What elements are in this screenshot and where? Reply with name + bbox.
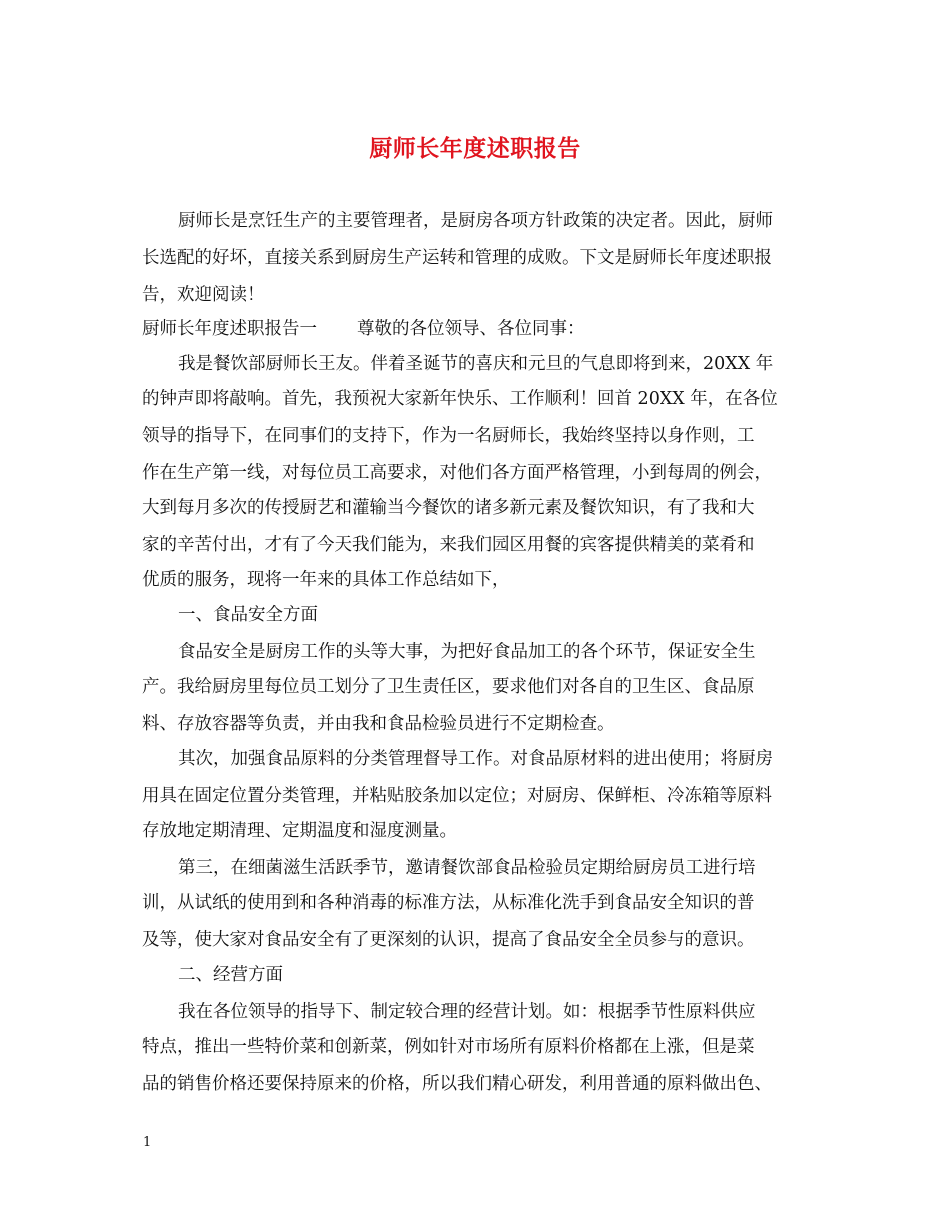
paragraph-line: 厨师长是烹饪生产的主要管理者，是厨房各项方针政策的决定者。因此，厨师 [178,211,773,231]
paragraph-line: 食品安全是厨房工作的头等大事，为把好食品加工的各个环节，保证安全生 [178,642,756,662]
paragraph-line: 我是餐饮部厨师长王友。伴着圣诞节的喜庆和元旦的气息即将到来，20XX 年 [178,354,774,374]
report-heading: 厨师长年度述职报告一 [142,319,317,339]
paragraph-line: 用具在固定位置分类管理，并粘贴胶条加以定位；对厨房、保鲜柜、冷冻箱等原料 [142,786,772,806]
document-title: 厨师长年度述职报告 [369,135,581,162]
paragraph-line: 产。我给厨房里每位员工划分了卫生责任区，要求他们对各自的卫生区、食品原 [142,677,755,697]
paragraph-line: 我在各位领导的指导下、制定较合理的经营计划。如：根据季节性原料供应 [178,1002,756,1022]
paragraph-line: 作在生产第一线，对每位员工高要求，对他们各方面严格管理，小到每周的例会， [142,463,772,483]
paragraph-line: 存放地定期清理、定期温度和湿度测量。 [142,821,457,841]
paragraph-line: 大到每月多次的传授厨艺和灌输当今餐饮的诸多新元素及餐饮知识，有了我和大 [142,498,755,518]
paragraph-line: 家的辛苦付出，才有了今天我们能为，来我们园区用餐的宾客提供精美的菜肴和 [142,535,755,555]
paragraph-line: 料、存放容器等负责，并由我和食品检验员进行不定期检查。 [142,714,615,734]
paragraph-line: 训，从试纸的使用到和各种消毒的标准方法，从标准化洗手到食品安全知识的普 [142,893,755,913]
paragraph-line: 其次，加强食品原料的分类管理督导工作。对食品原材料的进出使用；将厨房 [178,749,773,769]
paragraph-line: 长选配的好坏，直接关系到厨房生产运转和管理的成败。下文是厨师长年度述职报 [142,248,772,268]
paragraph-line: 优质的服务，现将一年来的具体工作总结如下， [142,570,510,590]
paragraph-line: 品的销售价格还要保持原来的价格，所以我们精心研发，利用普通的原料做出色、 [142,1074,772,1094]
greeting: 尊敬的各位领导、各位同事： [357,319,585,339]
paragraph-line: 第三，在细菌滋生活跃季节，邀请餐饮部食品检验员定期给厨房员工进行培 [178,858,756,878]
section-heading: 二、经营方面 [178,965,283,985]
paragraph-line: 特点，推出一些特价菜和创新菜，例如针对市场所有原料价格都在上涨，但是菜 [142,1037,755,1057]
report-heading-line [142,316,585,342]
paragraph-line: 的钟声即将敲响。首先，我预祝大家新年快乐、工作顺利！回首 20XX 年，在各位 [142,389,778,409]
section-heading: 一、食品安全方面 [178,605,318,625]
paragraph-line: 及等，使大家对食品安全有了更深刻的认识，提高了食品安全全员参与的意识。 [142,930,755,950]
paragraph-line: 领导的指导下，在同事们的支持下，作为一名厨师长，我始终坚持以身作则，工 [142,426,755,446]
paragraph-line: 告，欢迎阅读！ [142,285,265,305]
page-number: 1 [143,1135,152,1150]
